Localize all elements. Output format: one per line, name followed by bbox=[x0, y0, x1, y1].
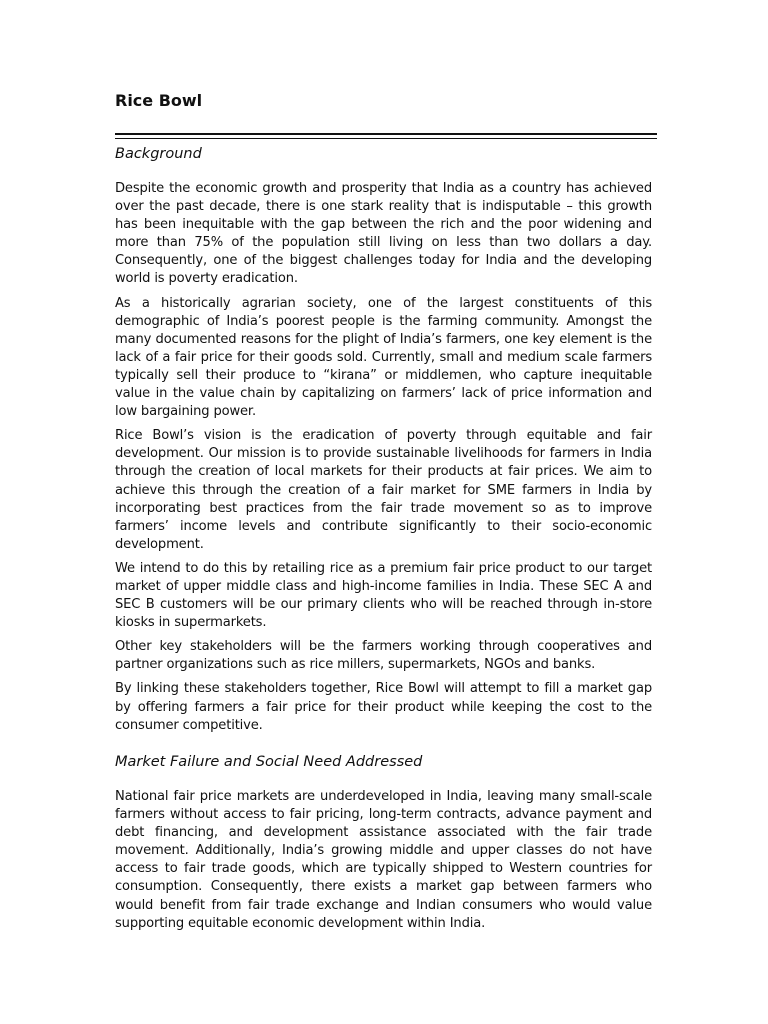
paragraph: Despite the economic growth and prosperity that India as a country has achieved over the past decade, there is one stark reality that is indisputable – this growth has been inequitable with the gap between the rich and the poor widening and more than 75% of the population still living on less than two dollars a day. Consequently, one of the biggest challenges today for India and the developing world is poverty eradication. bbox=[115, 181, 652, 287]
title-divider-thin bbox=[115, 138, 657, 139]
section-heading-market-failure: Market Failure and Social Need Addressed bbox=[115, 754, 423, 770]
paragraph: Other key stakeholders will be the farmers working through cooperatives and partner organizations such as rice millers, supermarkets, NGOs and banks. bbox=[115, 639, 652, 673]
paragraph: We intend to do this by retailing rice as a premium fair price product to our target market of upper middle class and high-income families in India. These SEC A and SEC B customers will be our primary clients who will be reached through in-store kiosks in supermarkets. bbox=[115, 560, 652, 631]
section-body-market-failure bbox=[115, 788, 652, 939]
paragraph: By linking these stakeholders together, Rice Bowl will attempt to fill a market gap by offering farmers a fair price for their product while keeping the cost to the consumer competitive. bbox=[115, 681, 652, 733]
section-body-background bbox=[115, 180, 652, 741]
title-divider-thick bbox=[115, 133, 657, 135]
paragraph: Rice Bowl’s vision is the eradication of poverty through equitable and fair development. Our mission is to provide sustainable livelihoods for farmers in India through the creation of local markets for their products at fair prices. We aim to achieve this through the creation of a fair market for SME farmers in India by incorporating best practices from the fair trade movement so as to improve farmers’ income levels and contribute significantly to their socio-economic development. bbox=[115, 428, 652, 552]
document-title: Rice Bowl bbox=[115, 91, 203, 110]
paragraph: National fair price markets are underdeveloped in India, leaving many small-scale farmers without access to fair pricing, long-term contracts, advance payment and debt financing, and development assistance associated with the fair trade movement. Additionally, India’s growing middle and upper classes do not have access to fair trade goods, which are typically shipped to Western countries for consumption. Consequently, there exists a market gap between farmers who would benefit from fair trade exchange and Indian consumers who would value supporting equitable economic development within India. bbox=[115, 789, 652, 931]
section-heading-background: Background bbox=[115, 146, 202, 162]
paragraph: As a historically agrarian society, one of the largest constituents of this demographic of India’s poorest people is the farming community. Amongst the many documented reasons for the plight of India’s farmers, one key element is the lack of a fair price for their goods sold. Currently, small and medium scale farmers typically sell their produce to “kirana” or middlemen, who capture inequitable value in the value chain by capitalizing on farmers’ lack of price information and low bargaining power. bbox=[115, 295, 652, 420]
